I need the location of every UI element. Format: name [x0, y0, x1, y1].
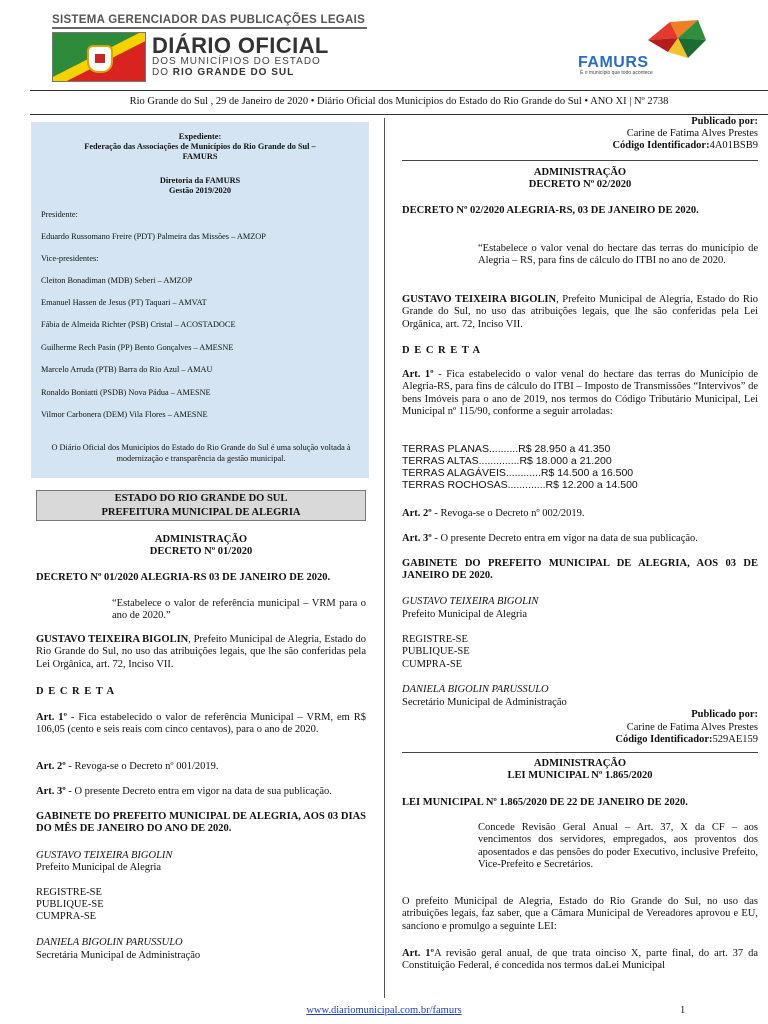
- left-sec-role: Secretária Municipal de Administração: [36, 950, 201, 961]
- lei-heading: LEI MUNICIPAL Nº 1.865/2020: [507, 770, 653, 781]
- vice-label: Vice-presidentes:: [41, 254, 99, 263]
- info-rule-top: [30, 90, 768, 91]
- pub2-code: Código Identificador:529AE159: [615, 734, 758, 745]
- vice-item: Emanuel Hassen de Jesus (PT) Taquari – AMVAT: [41, 298, 207, 307]
- left-decreto-title: DECRETO Nº 01/2020 ALEGRIA-RS 03 DE JANEIRO DE 2020.: [36, 572, 331, 583]
- diario-title: DIÁRIO OFICIAL: [152, 33, 329, 58]
- right-decreto-heading: DECRETO Nº 02/2020: [528, 179, 632, 190]
- expediente-box: [31, 122, 369, 478]
- right-preamble: GUSTAVO TEIXEIRA BIGOLIN, Prefeito Municipal de Alegria, Estado do Rio Grande do Sul, no uso das atribuições legais, que lhe são conferidas pela Lei Orgânica, art. 72, Inciso VII.: [402, 294, 759, 330]
- edition-info: Rio Grande do Sul , 29 de Janeiro de 2020 • Diário Oficial dos Municípios do Estado do Rio Grande do Sul • ANO XI | Nº 2738: [129, 96, 669, 107]
- diario-subtitle-1: DOS MUNICÍPIOS DO ESTADO: [152, 56, 321, 67]
- right-decreta: D E C R E T A: [402, 345, 482, 356]
- right-cumpra: CUMPRA-SE: [402, 659, 463, 670]
- right-sec-role: Secretário Municipal de Administração: [402, 697, 567, 708]
- vice-item: Guilherme Rech Pasin (PP) Bento Gonçalves – AMESNE: [41, 343, 234, 352]
- pub2-label: Publicado por:: [691, 709, 758, 720]
- left-admin-heading: ADMINISTRAÇÃO: [154, 534, 248, 545]
- diario-subtitle-2: DO RIO GRANDE DO SUL: [152, 67, 295, 78]
- prefeitura-name: PREFEITURA MUNICIPAL DE ALEGRIA: [101, 507, 301, 518]
- state-header-box: [36, 490, 366, 521]
- right-ementa: “Estabelece o valor venal do hectare das terras do município de Alegria – RS, para fins de cálculo do ITBI no ano de 2020.: [478, 243, 758, 267]
- left-gabinete: GABINETE DO PREFEITO MUNICIPAL DE ALEGRIA, AOS 03 DIAS DO MÊS DE JANEIRO DO ANO DE 2020.: [36, 811, 366, 835]
- left-decreto-heading: DECRETO Nº 01/2020: [149, 546, 253, 557]
- left-sign-name: GUSTAVO TEIXEIRA BIGOLIN: [36, 850, 173, 861]
- right-sign-role: Prefeito Municipal de Alegria: [402, 609, 528, 620]
- column-divider: [384, 118, 385, 998]
- right-registre: REGISTRE-SE: [402, 634, 468, 645]
- terras-item: TERRAS ALAGÁVEIS............R$ 14.500 a 16.500: [402, 467, 634, 479]
- right-gabinete: GABINETE DO PREFEITO MUNICIPAL DE ALEGRIA, AOS 03 DE JANEIRO DE 2020.: [402, 558, 758, 582]
- terras-item: TERRAS ALTAS..............R$ 18.000 a 21.200: [402, 455, 612, 467]
- vice-item: Cleiton Bonadiman (MDB) Seberi – AMZOP: [41, 276, 193, 285]
- pub1-code: Código Identificador:4A01BSB9: [612, 140, 758, 151]
- famurs-wordmark: FAMURS: [578, 54, 649, 71]
- right-art3: Art. 3º - O presente Decreto entra em vigor na data de sua publicação.: [402, 533, 698, 544]
- left-registre: REGISTRE-SE: [36, 887, 102, 898]
- right-publique: PUBLIQUE-SE: [402, 646, 470, 657]
- gestao-label: Gestão 2019/2020: [169, 186, 231, 195]
- pub1-name: Carine de Fatima Alves Prestes: [626, 128, 758, 139]
- left-publique: PUBLIQUE-SE: [36, 899, 104, 910]
- left-ementa: “Estabelece o valor de referência municipal – VRM para o ano de 2020.”: [112, 598, 366, 622]
- left-cumpra: CUMPRA-SE: [36, 911, 97, 922]
- terras-item: TERRAS PLANAS..........R$ 28.950 a 41.350: [402, 443, 611, 455]
- right-art2: Art. 2º - Revoga-se o Decreto nº 002/2019.: [402, 508, 585, 519]
- right-art1: Art. 1º - Fica estabelecido o valor venal do hectare das terras do Município de Alegria-RS, para fins de cálculo do ITBI – Imposto de Transmissões “Intervivos” de bens Imóveis para o ano de 2019, nos termos do Código Tributário Municipal, Lei Municipal nº 115/90, conforme a seguir arroladas:: [402, 369, 758, 418]
- state-name: ESTADO DO RIO GRANDE DO SUL: [114, 493, 288, 504]
- lei-preamble: O prefeito Municipal de Alegria, Estado do Rio Grande do Sul, no uso das atribuições legais, faz saber, que a Câmara Municipal de Vereadores aprovou e EU, sanciono e promulgo a seguinte LEI:: [402, 896, 758, 932]
- presidente-label: Presidente:: [41, 210, 78, 219]
- diretoria-label: Diretoria da FAMURS: [159, 176, 241, 185]
- right-admin2-heading: ADMINISTRAÇÃO: [533, 758, 627, 769]
- left-preamble: GUSTAVO TEIXEIRA BIGOLIN, Prefeito Municipal de Alegria, Estado do Rio Grande do Sul, no uso das atribuições legais, que lhe são conferidas pela Lei Orgânica, art. 72, Inciso VII.: [36, 634, 366, 670]
- left-decreta: D E C R E T A: [36, 686, 116, 697]
- section-rule: [402, 752, 758, 753]
- right-sec-name: DANIELA BIGOLIN PARUSSULO: [402, 684, 549, 695]
- expediente-footnote: O Diário Oficial dos Municípios do Estado do Rio Grande do Sul é uma solução voltada à modernização e transparência da gestão municipal.: [51, 443, 351, 463]
- system-name: SISTEMA GERENCIADOR DAS PUBLICAÇÕES LEGAIS: [52, 14, 366, 26]
- vice-item: Marcelo Arruda (PTB) Barra do Rio Azul – AMAU: [41, 365, 213, 374]
- pub2-name: Carine de Fatima Alves Prestes: [626, 722, 758, 733]
- left-sign-role: Prefeito Municipal de Alegria: [36, 862, 162, 873]
- lei-ementa: Concede Revisão Geral Anual – Art. 37, X da CF – aos vencimentos dos servidores, empregados, aos proventos dos aposentados e das pensões do poder Executivo, inclusive Prefeito, Vice-Prefeito e Secretários.: [478, 822, 758, 871]
- header-rule: [52, 27, 367, 29]
- left-sec-name: DANIELA BIGOLIN PARUSSULO: [36, 937, 183, 948]
- lei-title: LEI MUNICIPAL Nº 1.865/2020 DE 22 DE JANEIRO DE 2020.: [402, 797, 688, 808]
- left-art1: Art. 1º - Fica estabelecido o valor de referência Municipal – VRM, em R$ 106,05 (cento e seis reais com cinco centavos), para o ano de 2020.: [36, 712, 366, 736]
- vice-item: Ronaldo Boniatti (PSDB) Nova Pádua – AMESNE: [41, 388, 211, 397]
- info-rule-bottom: [30, 114, 768, 115]
- famurs-logo-icon: [640, 18, 712, 60]
- section-rule: [402, 160, 758, 161]
- federation-name: Federação das Associações de Municípios do Rio Grande do Sul –: [84, 142, 316, 151]
- famurs-label: FAMURS: [182, 152, 218, 161]
- right-sign-name: GUSTAVO TEIXEIRA BIGOLIN: [402, 596, 539, 607]
- presidente-name: Eduardo Russomano Freire (PDT) Palmeira das Missões – AMZOP: [41, 232, 266, 241]
- vice-item: Vilmor Carbonera (DEM) Vila Flores – AMESNE: [41, 410, 208, 419]
- terras-list: [402, 443, 638, 491]
- terras-item: TERRAS ROCHOSAS.............R$ 12.200 a 14.500: [402, 479, 638, 491]
- left-art3: Art. 3º - O presente Decreto entra em vigor na data de sua publicação.: [36, 786, 332, 797]
- page-number: 1: [680, 1005, 686, 1016]
- vice-item: Fábia de Almeida Richter (PSB) Cristal – ACOSTADOCE: [41, 320, 236, 329]
- right-decreto-title: DECRETO Nº 02/2020 ALEGRIA-RS, 03 DE JANEIRO DE 2020.: [402, 205, 699, 216]
- footer-link[interactable]: www.diariomunicipal.com.br/famurs: [306, 1005, 462, 1016]
- pub1-label: Publicado por:: [691, 116, 758, 127]
- lei-art1: Art. 1ºA revisão geral anual, de que trata oinciso X, parte final, do art. 37 da Constituição Federal, é concedida nos termos daLei Municipal: [402, 948, 758, 972]
- expediente-heading: Expediente:: [178, 132, 222, 141]
- left-art2: Art. 2º - Revoga-se o Decreto nº 001/2019.: [36, 761, 219, 772]
- famurs-tagline: É o município que todo acontece: [580, 70, 653, 76]
- rs-flag-icon: [52, 32, 146, 82]
- right-admin-heading: ADMINISTRAÇÃO: [533, 167, 627, 178]
